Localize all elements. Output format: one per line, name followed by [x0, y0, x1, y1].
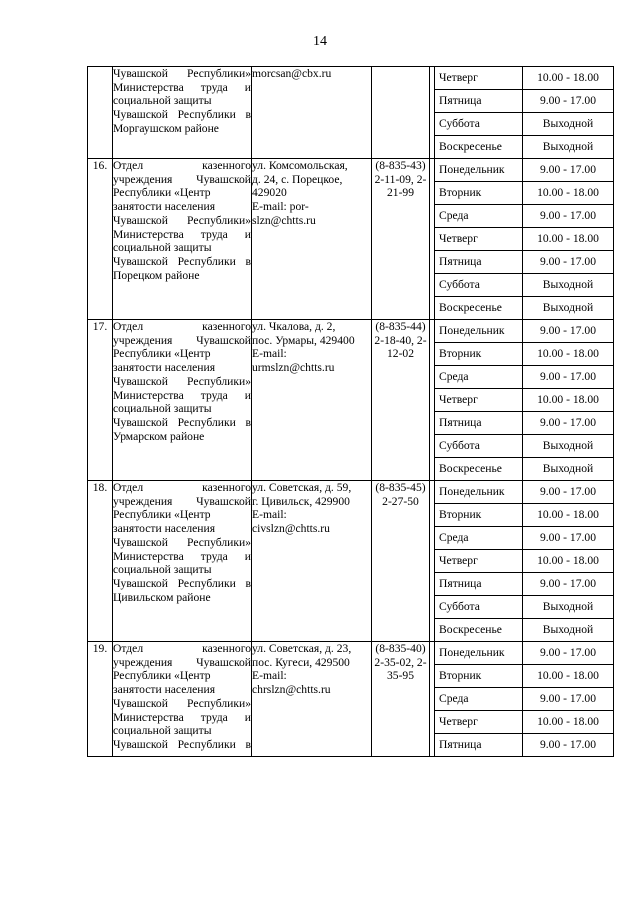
schedule-hours: 10.00 - 18.00 — [523, 504, 614, 527]
office-name-line: социальной защиты — [113, 724, 212, 738]
office-address-line: д. 24, с. Порецкое, — [252, 172, 343, 186]
schedule-day: Среда — [435, 527, 523, 550]
row-number: 18. — [88, 481, 113, 642]
schedule-hours: 10.00 - 18.00 — [523, 67, 614, 90]
schedule-hours: Выходной — [523, 113, 614, 136]
office-row — [88, 320, 614, 343]
office-name-line: Чувашской Республики в — [113, 254, 251, 268]
office-address-line: 429020 — [252, 186, 287, 200]
office-phone-cell — [372, 481, 430, 642]
schedule-day: Четверг — [435, 711, 523, 734]
schedule-hours: 9.00 - 17.00 — [523, 688, 614, 711]
office-address-line: E-mail: — [252, 347, 287, 361]
schedule-day: Пятница — [435, 573, 523, 596]
row-number: 19. — [88, 642, 113, 757]
schedule-hours: 9.00 - 17.00 — [523, 90, 614, 113]
office-phone-cell — [372, 642, 430, 757]
office-row — [88, 642, 614, 665]
office-name-cell — [113, 159, 252, 320]
office-address-cell — [252, 320, 372, 481]
office-phone-line: 2-27-50 — [382, 494, 419, 508]
office-name-line: социальной защиты — [113, 94, 212, 108]
office-address-line: пос. Кугеси, 429500 — [252, 655, 350, 669]
office-name-line: Министерства труда и — [113, 80, 251, 94]
schedule-day: Четверг — [435, 228, 523, 251]
offices-schedule-table — [87, 66, 614, 757]
office-name-line: Чувашской Республики» — [113, 213, 251, 227]
schedule-hours: Выходной — [523, 596, 614, 619]
schedule-day: Понедельник — [435, 320, 523, 343]
schedule-hours: 10.00 - 18.00 — [523, 711, 614, 734]
page-number: 14 — [313, 34, 327, 49]
office-phone-cell — [372, 67, 430, 159]
schedule-hours: 10.00 - 18.00 — [523, 665, 614, 688]
schedule-day: Понедельник — [435, 642, 523, 665]
office-phone-line: 12-02 — [386, 347, 415, 361]
office-name-line: занятости населения — [113, 683, 216, 697]
office-address-cell — [252, 481, 372, 642]
schedule-hours: Выходной — [523, 274, 614, 297]
office-email: chrslzn@chtts.ru — [252, 683, 331, 697]
office-name-line: занятости населения — [113, 522, 216, 536]
office-name-line: Чувашской Республики в — [113, 108, 251, 122]
office-name-line: Отдел казенного — [113, 481, 251, 494]
schedule-day: Понедельник — [435, 159, 523, 182]
office-name-line: Чувашской Республики» — [113, 535, 251, 549]
office-name-line: социальной защиты — [113, 402, 212, 416]
schedule-hours: Выходной — [523, 297, 614, 320]
schedule-day: Среда — [435, 205, 523, 228]
office-address-cell — [252, 642, 372, 757]
office-name-line: Отдел казенного — [113, 320, 251, 333]
schedule-hours: 9.00 - 17.00 — [523, 159, 614, 182]
schedule-hours: 10.00 - 18.00 — [523, 389, 614, 412]
schedule-hours: 10.00 - 18.00 — [523, 550, 614, 573]
schedule-day: Среда — [435, 366, 523, 389]
schedule-day: Четверг — [435, 67, 523, 90]
office-name-line: Отдел казенного — [113, 642, 251, 655]
schedule-hours: Выходной — [523, 458, 614, 481]
schedule-day: Пятница — [435, 734, 523, 757]
office-name-line: Чувашской Республики» — [113, 696, 251, 710]
office-email: urmslzn@chtts.ru — [252, 361, 335, 375]
schedule-hours: 9.00 - 17.00 — [523, 366, 614, 389]
office-address-cell — [252, 67, 372, 159]
schedule-hours: 9.00 - 17.00 — [523, 481, 614, 504]
schedule-hours: 9.00 - 17.00 — [523, 412, 614, 435]
office-name-line: Моргаушском районе — [113, 121, 219, 135]
office-phone-line: 2-35-02, 2- — [374, 655, 427, 669]
schedule-day: Среда — [435, 688, 523, 711]
office-name-cell — [113, 481, 252, 642]
office-name-cell — [113, 320, 252, 481]
schedule-day: Пятница — [435, 412, 523, 435]
schedule-hours: 9.00 - 17.00 — [523, 734, 614, 757]
office-name-cell — [113, 67, 252, 159]
table-body — [88, 67, 614, 757]
office-row — [88, 481, 614, 504]
schedule-day: Четверг — [435, 550, 523, 573]
office-name-line: Чувашской Республики» — [113, 67, 251, 80]
schedule-day: Воскресенье — [435, 619, 523, 642]
row-number: 17. — [88, 320, 113, 481]
schedule-hours: 9.00 - 17.00 — [523, 573, 614, 596]
schedule-day: Четверг — [435, 389, 523, 412]
office-name-line: Чувашской Республики» — [113, 374, 251, 388]
schedule-hours: 10.00 - 18.00 — [523, 343, 614, 366]
office-phone-line: (8-835-43) — [375, 159, 426, 172]
office-name-line: Республики «Центр — [113, 669, 211, 683]
office-name-line: занятости населения — [113, 361, 216, 375]
office-address-line: ул. Комсомольская, — [252, 159, 348, 172]
office-phone-cell — [372, 320, 430, 481]
office-address-line: ул. Советская, д. 59, — [252, 481, 352, 494]
office-name-line: учреждения Чувашской — [113, 655, 251, 669]
office-name-line: учреждения Чувашской — [113, 494, 251, 508]
office-name-line: Министерства труда и — [113, 710, 251, 724]
office-name-line: Урмарском районе — [113, 429, 205, 443]
schedule-day: Вторник — [435, 665, 523, 688]
office-address-line: E-mail: — [252, 508, 287, 522]
office-address-line: пос. Урмары, 429400 — [252, 333, 355, 347]
schedule-hours: 10.00 - 18.00 — [523, 228, 614, 251]
office-name-line: занятости населения — [113, 200, 216, 214]
office-name-line: Порецком районе — [113, 268, 200, 282]
office-name-line: Чувашской Республики в — [113, 576, 251, 590]
schedule-day: Суббота — [435, 596, 523, 619]
row-number: 16. — [88, 159, 113, 320]
schedule-day: Воскресенье — [435, 136, 523, 159]
schedule-hours: Выходной — [523, 136, 614, 159]
office-name-line: социальной защиты — [113, 241, 212, 255]
schedule-day: Вторник — [435, 182, 523, 205]
schedule-hours: 9.00 - 17.00 — [523, 205, 614, 228]
office-name-line: учреждения Чувашской — [113, 172, 251, 186]
schedule-day: Суббота — [435, 435, 523, 458]
office-address-line: г. Цивильск, 429900 — [252, 494, 350, 508]
office-address-line: ул. Советская, д. 23, — [252, 642, 352, 655]
office-row — [88, 159, 614, 182]
office-address-line: E-mail: por- — [252, 200, 309, 214]
office-name-line: Отдел казенного — [113, 159, 251, 172]
office-address-line: ул. Чкалова, д. 2, — [252, 320, 336, 333]
office-name-line: Министерства труда и — [113, 388, 251, 402]
schedule-day: Пятница — [435, 251, 523, 274]
office-email: slzn@chtts.ru — [252, 213, 316, 227]
office-name-cell — [113, 642, 252, 757]
schedule-day: Суббота — [435, 274, 523, 297]
office-phone-line: 21-99 — [386, 186, 415, 200]
schedule-day: Пятница — [435, 90, 523, 113]
schedule-day: Воскресенье — [435, 458, 523, 481]
office-name-line: учреждения Чувашской — [113, 333, 251, 347]
schedule-hours: 10.00 - 18.00 — [523, 182, 614, 205]
office-phone-line: (8-835-40) — [375, 642, 426, 655]
office-name-line: Республики «Центр — [113, 347, 211, 361]
office-name-line: Цивильском районе — [113, 590, 211, 604]
office-phone-line: 35-95 — [386, 669, 415, 683]
office-phone-line: 2-11-09, 2- — [374, 172, 427, 186]
schedule-hours: 9.00 - 17.00 — [523, 320, 614, 343]
office-row — [88, 67, 614, 90]
office-phone-line: (8-835-44) — [375, 320, 426, 333]
schedule-hours: 9.00 - 17.00 — [523, 642, 614, 665]
office-name-line: Республики «Центр — [113, 508, 211, 522]
office-email: civslzn@chtts.ru — [252, 522, 330, 536]
office-name-line: Чувашской Республики в — [113, 737, 251, 751]
office-phone-cell — [372, 159, 430, 320]
office-name-line: Республики «Центр — [113, 186, 211, 200]
office-name-line: социальной защиты — [113, 563, 212, 577]
schedule-day: Суббота — [435, 113, 523, 136]
schedule-hours: 9.00 - 17.00 — [523, 527, 614, 550]
schedule-hours: 9.00 - 17.00 — [523, 251, 614, 274]
office-name-line: Министерства труда и — [113, 549, 251, 563]
schedule-hours: Выходной — [523, 619, 614, 642]
office-name-line: Чувашской Республики в — [113, 415, 251, 429]
office-name-line: Министерства труда и — [113, 227, 251, 241]
schedule-day: Воскресенье — [435, 297, 523, 320]
office-address-line: E-mail: — [252, 669, 287, 683]
schedule-day: Вторник — [435, 504, 523, 527]
schedule-hours: Выходной — [523, 435, 614, 458]
office-email: morcsan@cbx.ru — [252, 67, 332, 80]
office-phone-line: 2-18-40, 2- — [374, 333, 427, 347]
row-number — [88, 67, 113, 159]
office-phone-line: (8-835-45) — [375, 481, 426, 494]
office-address-cell — [252, 159, 372, 320]
schedule-day: Вторник — [435, 343, 523, 366]
schedule-day: Понедельник — [435, 481, 523, 504]
